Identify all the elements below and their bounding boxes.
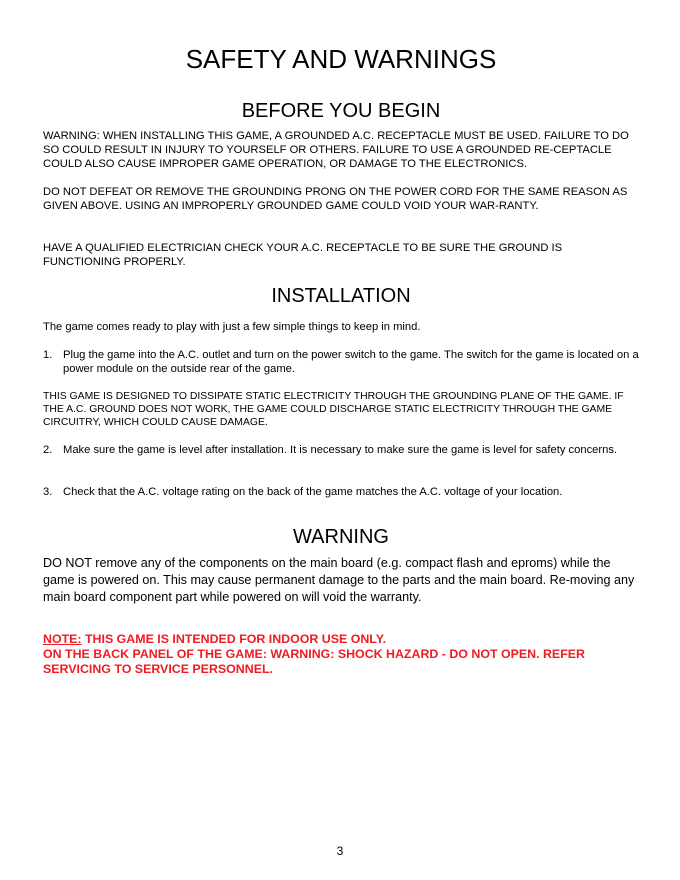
before-you-begin-heading: BEFORE YOU BEGIN [241, 100, 441, 122]
installation-heading: INSTALLATION [271, 285, 411, 307]
electrician-check-paragraph: HAVE A QUALIFIED ELECTRICIAN CHECK YOUR A.C. RECEPTACLE TO BE SURE THE GROUND IS FUNCTIONING PROPERLY. [43, 242, 563, 268]
list-number: 1. [43, 349, 53, 361]
list-number: 2. [43, 444, 53, 456]
static-electricity-note: THIS GAME IS DESIGNED TO DISSIPATE STATIC ELECTRICITY THROUGH THE GROUNDING PLANE OF THE GAME. IF THE A.C. GROUND DOES NOT WORK, THE GAME COULD DISCHARGE STATIC ELECTRICITY THROUGH THE GAME CIRCUITRY, WHICH COULD CAUSE DAMAGE. [43, 391, 624, 428]
step-level-game: Make sure the game is level after installation. It is necessary to make sure the game is level for safety concerns. [63, 444, 618, 456]
warning-heading: WARNING [293, 526, 389, 548]
grounded-receptacle-warning: WARNING: WHEN INSTALLING THIS GAME, A GROUNDED A.C. RECEPTACLE MUST BE USED. FAILURE TO DO SO COULD RESULT IN INJURY TO YOURSELF OR OTHERS. FAILURE TO USE A GROUNDED RE-CEPTACLE COULD ALSO CAUSE IMPROPER GAME OPERATION, OR DAMAGE TO THE ELECTRONICS. [43, 130, 629, 170]
step-plug-in: Plug the game into the A.C. outlet and turn on the power switch to the game. The switch for the game is located on a power module on the outside rear of the game. [63, 349, 639, 375]
indoor-use-note [43, 632, 639, 647]
main-board-warning: DO NOT remove any of the components on the main board (e.g. compact flash and eproms) while the game is powered on. This may cause permanent damage to the parts and the main board. Re-moving any main board component part while powered on will void the warranty. [43, 556, 635, 604]
page-title: SAFETY AND WARNINGS [185, 44, 497, 74]
note-label: NOTE: [43, 632, 82, 646]
step-check-voltage: Check that the A.C. voltage rating on the back of the game matches the A.C. voltage of your location. [63, 486, 563, 498]
list-number: 3. [43, 486, 53, 498]
page-number: 3 [336, 844, 344, 858]
installation-intro: The game comes ready to play with just a few simple things to keep in mind. [43, 321, 421, 333]
note-indoor-text: THIS GAME IS INTENDED FOR INDOOR USE ONLY. [81, 632, 387, 646]
grounding-prong-warning: DO NOT DEFEAT OR REMOVE THE GROUNDING PRONG ON THE POWER CORD FOR THE SAME REASON AS GIVEN ABOVE. USING AN IMPROPERLY GROUNDED GAME COULD VOID YOUR WAR-RANTY. [43, 186, 628, 212]
shock-hazard-note: ON THE BACK PANEL OF THE GAME: WARNING: SHOCK HAZARD - DO NOT OPEN. REFER SERVICING TO SERVICE PERSONNEL. [43, 647, 585, 676]
